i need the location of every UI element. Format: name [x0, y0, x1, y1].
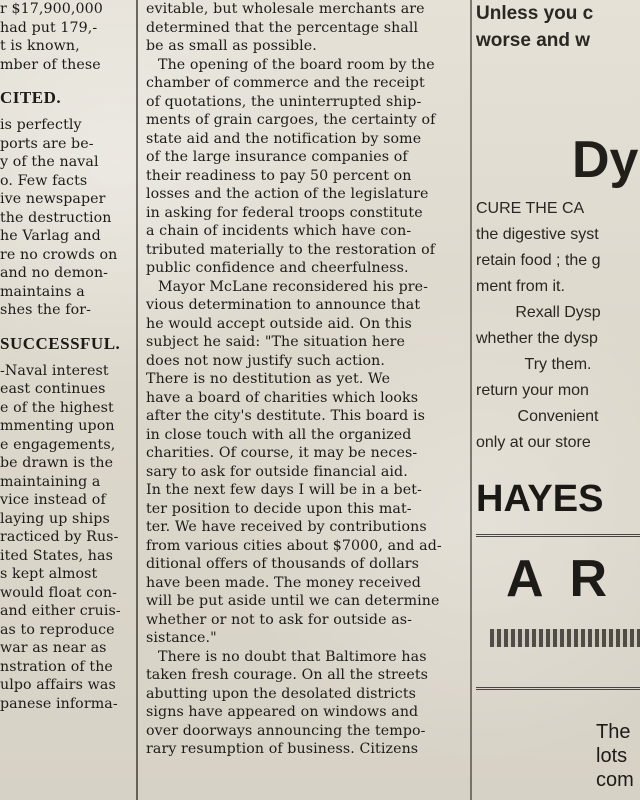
left-body-line: as to reproduce: [0, 621, 115, 638]
right-ad-box: [476, 534, 640, 690]
left-body-line: war as near as: [0, 640, 107, 656]
middle-body-line: have been made. The money received: [146, 574, 421, 591]
left-body-line: ive newspaper: [0, 191, 106, 207]
middle-body-line: abutting upon the desolated districts: [146, 685, 417, 702]
right-bottom-line: lots: [596, 745, 628, 767]
left-column: [0, 0, 134, 713]
right-ad-line: only at our store: [476, 434, 591, 451]
column-rule-right: [470, 0, 472, 800]
middle-body-line: whether or not to ask for outside as-: [146, 611, 413, 628]
middle-body-line: ter. We have received by contributions: [146, 519, 427, 535]
middle-body-line: public confidence and cheerfulness.: [146, 260, 409, 276]
column-rule-left: [136, 0, 138, 800]
middle-body-line: chamber of commerce and the receipt: [146, 75, 425, 91]
left-body-line: laying up ships: [0, 510, 110, 527]
left-body-line: vice instead of: [0, 492, 106, 508]
right-top-line-1: Unless you c: [476, 3, 594, 24]
middle-body-line: be as small as possible.: [146, 38, 317, 54]
left-body-line: e engagements,: [0, 436, 116, 453]
right-ad-line: Rexall Dysp: [515, 304, 601, 321]
left-body-line: shes the for-: [0, 302, 92, 318]
right-ad-line: CURE THE CA: [476, 200, 585, 217]
left-body-line: ports are be-: [0, 135, 94, 152]
middle-body-line: determined that the percentage shall: [146, 19, 419, 36]
middle-body-line: ter position to decide upon this mat-: [146, 500, 412, 517]
left-top-lines: [0, 0, 134, 74]
left-body-line: re no crowds on: [0, 246, 118, 263]
right-ad-line: return your mon: [476, 382, 589, 399]
left-body-line: mmenting upon: [0, 418, 115, 434]
left-body-2: [0, 362, 134, 714]
left-body-line: e of the highest: [0, 399, 114, 416]
left-body-line: -Naval interest: [0, 362, 109, 379]
middle-body-line: In the next few days I will be in a bet-: [146, 482, 422, 498]
left-body-line: would float con-: [0, 584, 117, 601]
left-body-line: y of the naval: [0, 154, 99, 170]
right-bottom-line: com: [596, 769, 634, 791]
middle-body-line: signs have appeared on windows and: [146, 704, 419, 720]
right-ad-heading: Dy: [572, 131, 639, 189]
right-ad-line: Convenient: [517, 408, 599, 425]
left-body-line: east continues: [0, 381, 106, 397]
left-body-line: s kept almost: [0, 566, 98, 582]
middle-body-line: taken fresh courage. On all the streets: [146, 667, 429, 683]
middle-body-line: The opening of the board room by the: [158, 56, 435, 73]
middle-body-line: state aid and the notification by some: [146, 130, 422, 147]
left-body-line: racticed by Rus-: [0, 529, 119, 545]
middle-body-line: their readiness to pay 50 percent on: [146, 167, 412, 184]
middle-body-line: he would accept outside aid. On this: [146, 315, 412, 332]
middle-body-line: from various cities about $7000, and ad-: [146, 537, 442, 554]
left-body-line: he Varlag and: [0, 228, 101, 244]
left-heading-cited: CITED.: [0, 88, 62, 107]
middle-body-line: losses and the action of the legislature: [146, 186, 429, 202]
middle-body-line: a chain of incidents which have con-: [146, 223, 412, 239]
left-body-line: panese informa-: [0, 695, 118, 712]
left-body-line: nstration of the: [0, 658, 113, 675]
middle-body-line: sistance.": [146, 630, 217, 646]
middle-body-line: in close touch with all the organized: [146, 426, 412, 443]
left-body-line: and either cruis-: [0, 603, 121, 619]
left-line-4: mber of these: [0, 56, 101, 73]
middle-body-line: vious determination to announce that: [146, 297, 421, 313]
left-body-line: ulpo affairs was: [0, 677, 116, 693]
right-ad-line: ment from it.: [476, 278, 565, 295]
middle-body-line: have a board of charities which looks: [146, 389, 419, 406]
left-line-1: r $17,900,000: [0, 1, 103, 17]
middle-body-line: after the city's destitute. This board is: [146, 408, 425, 424]
middle-body-line: tributed materially to the restoration of: [146, 241, 436, 258]
right-ad-word: AR: [506, 550, 634, 608]
middle-column: [146, 0, 466, 759]
left-body-line: ited States, has: [0, 547, 113, 564]
middle-body-line: sary to ask for outside financial aid.: [146, 463, 408, 480]
right-ad-band: [490, 629, 640, 647]
middle-body-line: evitable, but wholesale merchants are: [146, 1, 425, 17]
right-column: [476, 0, 640, 690]
middle-body-line: ditional offers of thousands of dollars: [146, 556, 420, 572]
left-body-line: the destruction: [0, 209, 112, 226]
right-ad-line: retain food ; the g: [476, 252, 601, 269]
middle-body-line: ments of grain cargoes, the certainty of: [146, 112, 436, 128]
right-ad-line: Try them.: [524, 356, 592, 373]
right-bottom-line: The: [596, 721, 631, 743]
right-ad-text: [476, 196, 640, 456]
middle-body-line: subject he said: "The situation here: [146, 334, 406, 350]
left-line-3: t is known,: [0, 38, 80, 54]
left-body-line: o. Few facts: [0, 172, 88, 189]
right-ad-line: whether the dysp: [476, 330, 598, 347]
middle-body-line: in asking for federal troops constitute: [146, 204, 423, 221]
left-body-1: [0, 116, 134, 320]
middle-body-line: charities. Of course, it may be neces-: [146, 445, 418, 461]
right-bottom-fragment: [596, 720, 634, 792]
middle-body-line: There is no destitution as yet. We: [146, 371, 391, 387]
middle-body-line: does not now justify such action.: [146, 352, 386, 369]
right-top-line-2: worse and w: [476, 30, 591, 51]
left-body-line: maintains a: [0, 283, 85, 300]
left-heading-successful: SUCCESSFUL.: [0, 333, 121, 353]
left-body-line: maintaining a: [0, 473, 101, 490]
left-body-line: and no demon-: [0, 265, 109, 281]
left-body-line: is perfectly: [0, 117, 82, 133]
middle-body-line: of the large insurance companies of: [146, 149, 408, 165]
middle-body-line: rary resumption of business. Citizens: [146, 741, 419, 757]
middle-body-line: will be put aside until we can determine: [146, 593, 440, 609]
middle-body-line: of quotations, the uninterrupted ship-: [146, 93, 422, 110]
right-ad-line: the digestive syst: [476, 226, 599, 243]
middle-body-line: over doorways announcing the tempo-: [146, 722, 426, 739]
middle-body-line: Mayor McLane reconsidered his pre-: [158, 278, 429, 295]
left-body-line: be drawn is the: [0, 455, 114, 471]
left-line-2: had put 179,-: [0, 19, 98, 36]
right-brand-name: HAYES: [476, 478, 604, 520]
middle-body-line: There is no doubt that Baltimore has: [158, 648, 427, 665]
